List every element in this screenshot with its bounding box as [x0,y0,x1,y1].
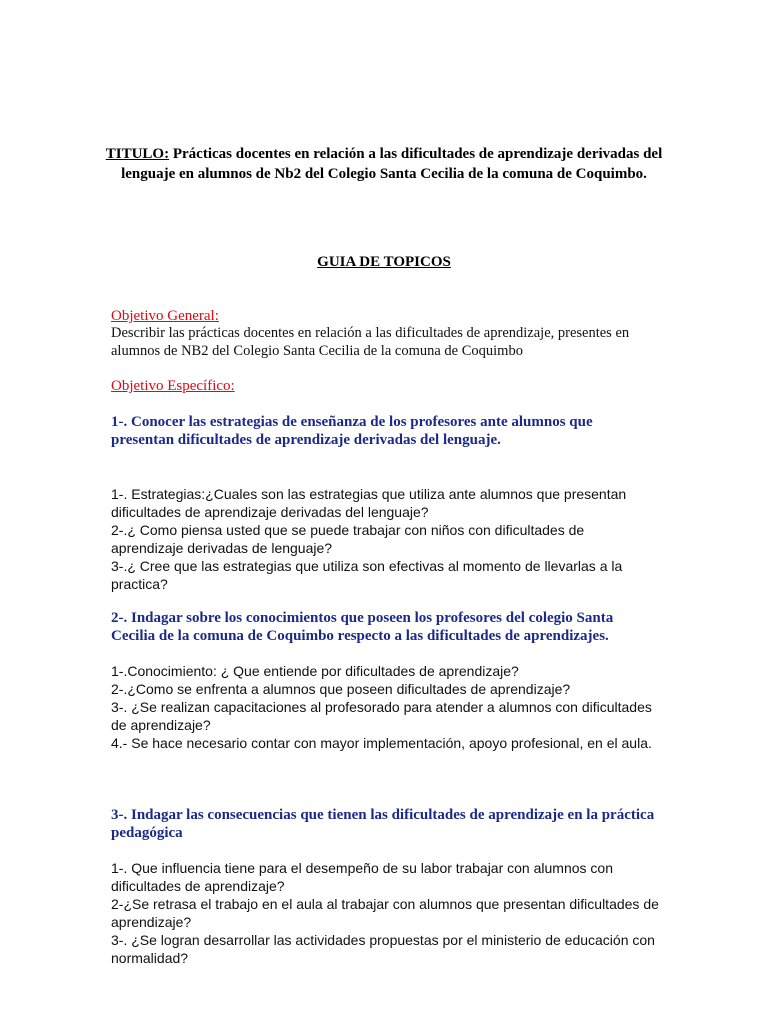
general-objective-text: Describir las prácticas docentes en relación a las dificultades de aprendizaje, presentes en alumnos de NB2 del Colegio Santa Cecilia de la comuna de Coquimbo [111,325,630,359]
title-text: Prácticas docentes en relación a las dificultades de aprendizaje derivadas del lenguaje en alumnos de Nb2 del Colegio Santa Cecilia de la comuna de Coquimbo. [121,146,663,182]
guide-heading: GUIA DE TOPICOS [317,254,451,270]
question-item: 2-.¿Como se enfrenta a alumnos que poseen dificultades de aprendizaje? [111,681,571,697]
general-objective-heading: Objetivo General: [111,308,219,324]
specific-objective-heading: Objetivo Específico: [111,378,235,394]
question-item: 3-. ¿Se realizan capacitaciones al profesorado para atender a alumnos con dificultades de aprendizaje? [111,699,652,733]
question-item: 4.- Se hace necesario contar con mayor implementación, apoyo profesional, en el aula. [111,735,652,751]
section-questions-3 [111,859,659,967]
section-questions-2 [111,662,659,752]
question-item: 1-. Estrategias:¿Cuales son las estrategias que utiliza ante alumnos que presentan dificultades de aprendizaje derivadas del lenguaje? [111,486,627,520]
question-item: 3-.¿ Cree que las estrategias que utiliza son efectivas al momento de llevarlas a la practica? [111,558,623,592]
title-label: TITULO: [105,146,170,162]
question-item: 1-. Que influencia tiene para el desempeño de su labor trabajar con alumnos con dificultades de aprendizaje? [111,860,613,894]
section-questions-1 [111,485,659,593]
section-heading-1: 1-. Conocer las estrategias de enseñanza de los profesores ante alumnos que presentan dificultades de aprendizaje derivadas del lenguaje. [111,414,593,448]
question-item: 3-. ¿Se logran desarrollar las actividades propuestas por el ministerio de educación con normalidad? [111,932,655,966]
question-item: 2-¿Se retrasa el trabajo en el aula al trabajar con alumnos que presentan dificultades de aprendizaje? [111,896,659,930]
question-item: 1-.Conocimiento: ¿ Que entiende por dificultades de aprendizaje? [111,663,519,679]
section-heading-3: 3-. Indagar las consecuencias que tienen las dificultades de aprendizaje en la práctica pedagógica [111,807,655,841]
document-title [100,144,668,184]
section-heading-2: 2-. Indagar sobre los conocimientos que poseen los profesores del colegio Santa Cecilia de la comuna de Coquimbo respecto a las dificultades de aprendizajes. [111,610,614,644]
question-item: 2-.¿ Como piensa usted que se puede trabajar con niños con dificultades de aprendizaje derivadas de lenguaje? [111,522,585,556]
